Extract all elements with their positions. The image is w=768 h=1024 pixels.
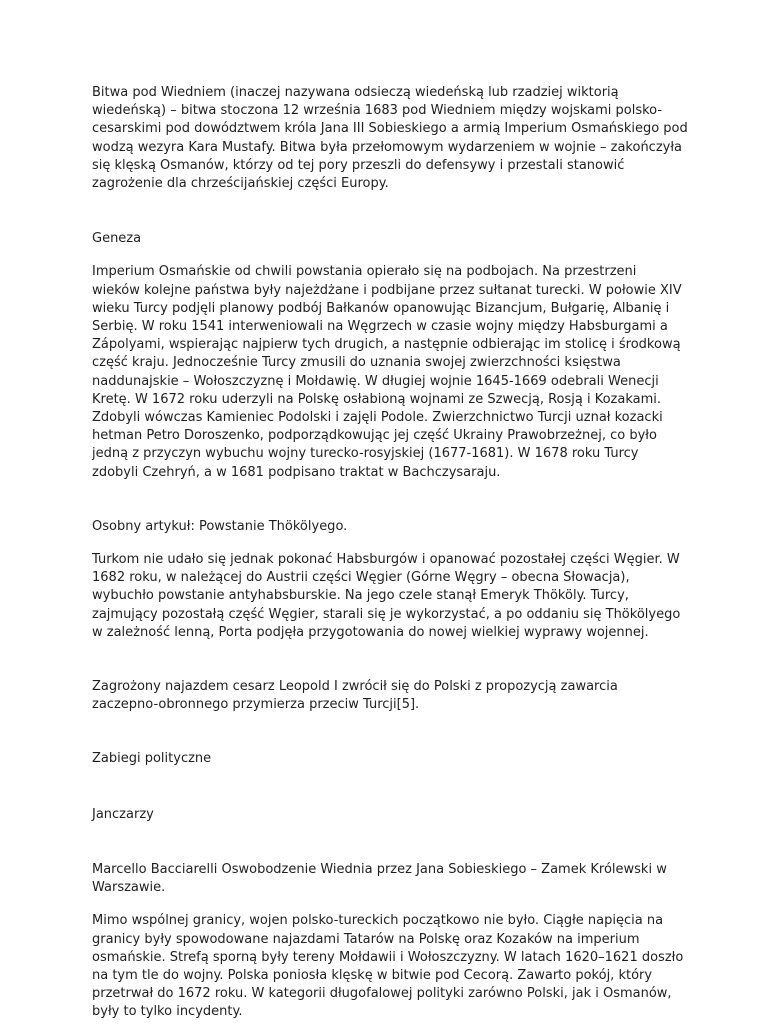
painting-caption: Marcello Bacciarelli Oswobodzenie Wiednia przez Jana Sobieskiego – Zamek Królewski w Warszawie. bbox=[92, 861, 667, 896]
heading-geneza: Geneza bbox=[92, 231, 142, 247]
heading-janczarzy: Janczarzy bbox=[92, 806, 154, 822]
zagrozony-paragraph: Zagrożony najazdem cesarz Leopold I zwrócił się do Polski z propozycją zawarcia zaczepno-obronnego przymierza przeciw Turcji[5]. bbox=[92, 679, 618, 713]
heading-zabiegi-polityczne: Zabiegi polityczne bbox=[92, 751, 212, 767]
geneza-paragraph: Imperium Osmańskie od chwili powstania opierało się na podbojach. Na przestrzeni wieków kolejne państwa były najeżdżane i podbijane przez sułtanat turecki. W połowie XIV wieku Turcy podjęli planowy podbój Bałkanów opanowując Bizancjum, Bułgarię, Albanię i Serbię. W roku 1541 interweniowali na Węgrzech w czasie wojny między Habsburgami a Zápolyami, wspierając najpierw tych drugich, a następnie odbierając im stolicę i środkową część kraju. Jednocześnie Turcy zmusili do uznania swojej zwierzchności księstwa naddunajskie – Wołoszczyznę i Mołdawię. W długiej wojnie 1645-1669 odebrali Wenecji Kretę. W 1672 roku uderzyli na Polskę osłabioną wojnami ze Szwecją, Rosją i Kozakami. Zdobyli wówczas Kamieniec Podolski i zajęli Podole. Zwierzchnictwo Turcji uznał kozacki hetman Petro Doroszenko, podporządkowując jej część Ukrainy Prawobrzeżnej, co było jedną z przyczyn wybuchu wojny turecko-rosyjskiej (1677-1681). W 1678 roku Turcy zdobyli Czehryń, a w 1681 podpisano traktat w Bachczysaraju. bbox=[92, 264, 682, 480]
intro-paragraph: Bitwa pod Wiedniem (inaczej nazywana odsieczą wiedeńską lub rzadziej wiktorią wiedeńską) – bitwa stoczona 12 września 1683 pod Wiedniem między wojskami polsko-cesarskimi pod dowództwem króla Jana III Sobieskiego a armią Imperium Osmańskiego pod wodzą wezyra Kara Mustafy. Bitwa była przełomowym wydarzeniem w wojnie – zakończyła się klęską Osmanów, którzy od tej pory przeszli do defensywy i przestali stanowić zagrożenie dla chrześcijańskiej części Europy. bbox=[92, 85, 688, 192]
main-article-note: Osobny artykuł: Powstanie Thökölyego. bbox=[92, 518, 348, 534]
mimo-paragraph: Mimo wspólnej granicy, wojen polsko-tureckich początkowo nie było. Ciągłe napięcia na granicy były spowodowane najazdami Tatarów na Polskę oraz Kozaków na imperium osmańskie. Strefą sporną były tereny Mołdawii i Wołoszczyzny. W latach 1620–1621 doszło na tym tle do wojny. Polska poniosła klęskę w bitwie pod Cecorą. Zawarto pokój, który przetrwał do 1672 roku. W kategorii długofalowej polityki zarówno Polski, jak i Osmanów, były to tylko incydenty. bbox=[92, 913, 684, 1020]
document-body bbox=[92, 84, 688, 1022]
turkom-paragraph: Turkom nie udało się jednak pokonać Habsburgów i opanować pozostałej części Węgier. W 1682 roku, w należącej do Austrii części Węgier (Górne Węgry – obecna Słowacja), wybuchło powstanie antyhabsburskie. Na jego czele stanął Emeryk Thököly. Turcy, zajmujący pozostałą część Węgier, starali się je wykorzystać, a po oddaniu się Thökölyego w zależność lenną, Porta podjęła przygotowania do nowej wielkiej wyprawy wojennej. bbox=[92, 552, 681, 640]
